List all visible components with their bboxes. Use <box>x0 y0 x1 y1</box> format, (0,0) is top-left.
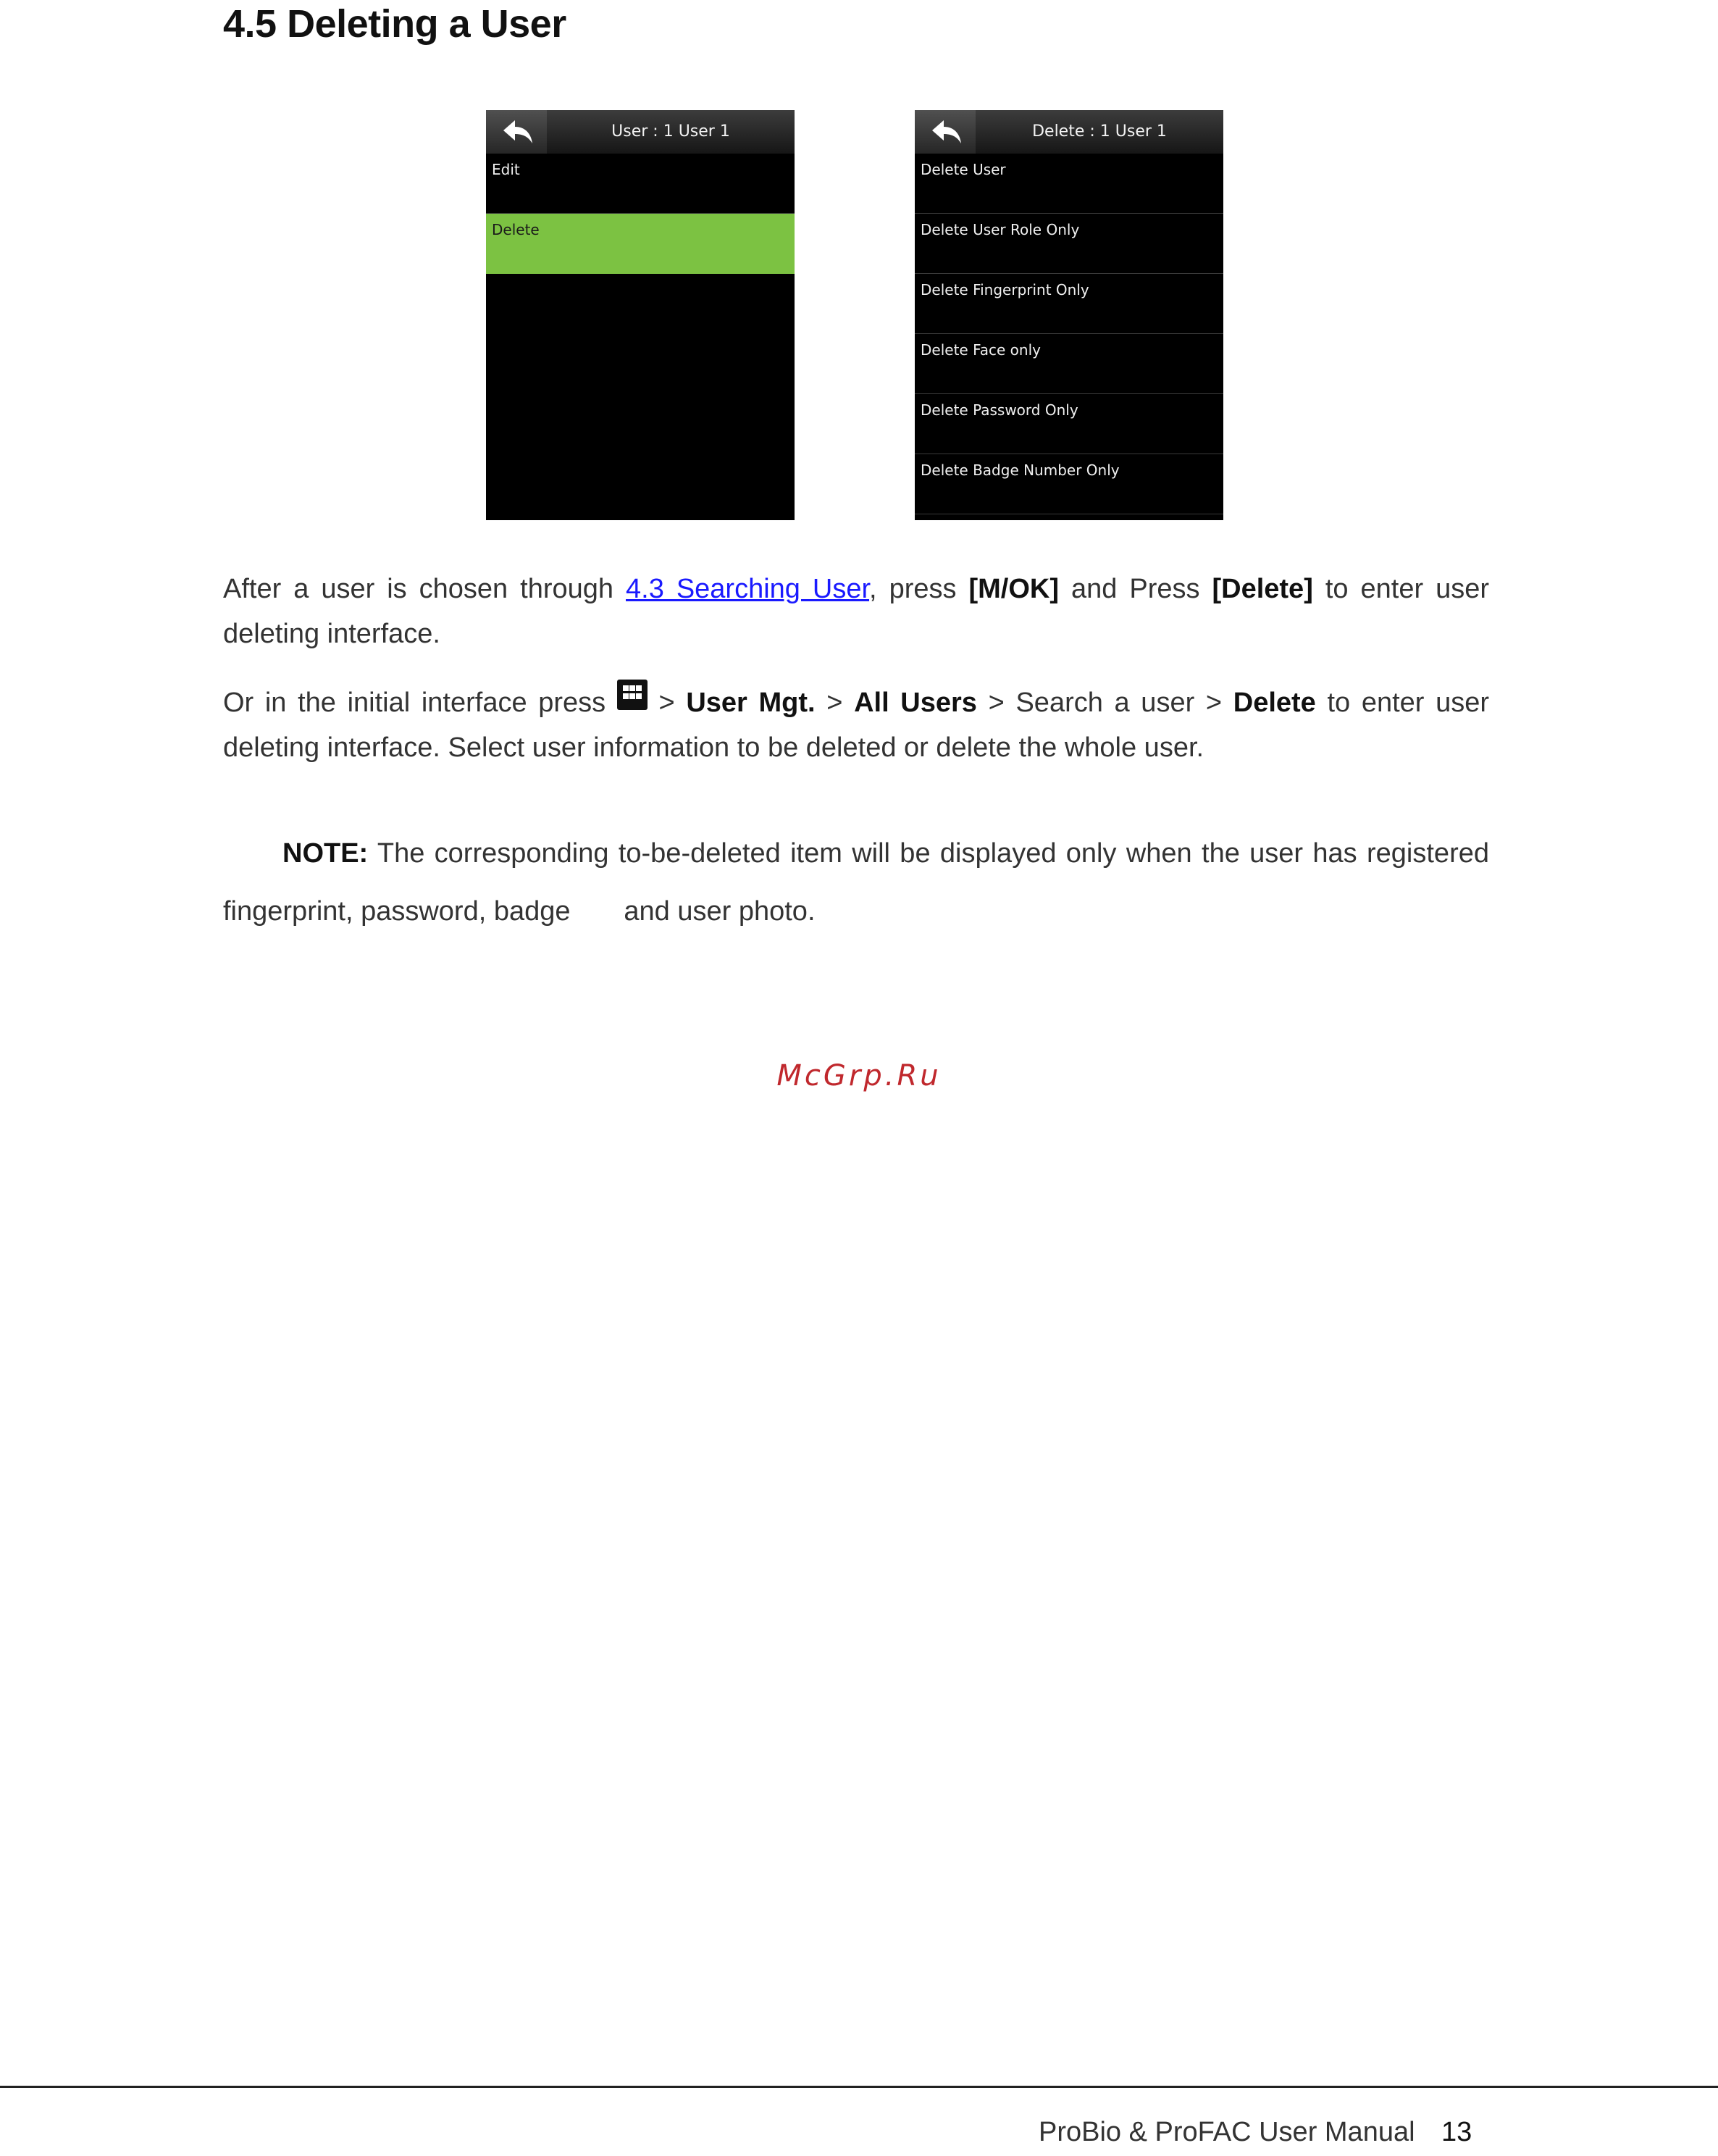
screen-title: Delete : 1 User 1 <box>1032 122 1167 141</box>
note-label: NOTE: <box>282 838 369 869</box>
footer-divider <box>0 2086 1718 2088</box>
text: to enter user deleting interface. Select user information to be deleted or delete the whole user. <box>223 688 1490 763</box>
paragraph-path <box>223 680 1489 770</box>
back-button[interactable] <box>486 110 547 154</box>
menu-all-users: All Users <box>854 688 977 718</box>
menu-item-edit[interactable]: Edit <box>486 154 795 214</box>
menu-item-delete-user[interactable]: Delete User <box>915 154 1223 214</box>
back-arrow-icon <box>931 117 963 146</box>
menu-delete: Delete <box>1233 688 1316 718</box>
menu-user-mgt: User Mgt. <box>686 688 816 718</box>
text: After a user is chosen through <box>223 574 627 604</box>
back-arrow-icon <box>502 117 534 146</box>
text: , press <box>869 574 969 604</box>
menu-item-delete-badge-number[interactable]: Delete Badge Number Only <box>915 454 1223 514</box>
key-mok: [M/OK] <box>968 574 1060 604</box>
text: > <box>815 688 855 718</box>
menu-item-delete-password[interactable]: Delete Password Only <box>915 394 1223 454</box>
text: > <box>647 688 687 718</box>
device-screen-delete-menu <box>915 110 1223 520</box>
text: to enter user deleting interface. <box>223 574 1490 649</box>
note-text: The corresponding to-be-deleted item will be displayed only when the user has registered fingerprint, password, badge and user photo. <box>223 838 1489 927</box>
device-screen-user-menu <box>486 110 795 520</box>
menu-item-delete-user-role[interactable]: Delete User Role Only <box>915 214 1223 274</box>
text: Or in the initial interface press <box>223 688 617 718</box>
screen-header <box>915 110 1223 154</box>
screen-header <box>486 110 795 154</box>
text: and Press <box>1059 574 1212 604</box>
manual-title: ProBio & ProFAC User Manual <box>1039 2117 1415 2147</box>
text: > Search a user > <box>976 688 1233 718</box>
link-searching-user[interactable]: 4.3 Searching User <box>626 574 870 604</box>
key-delete: [Delete] <box>1212 574 1313 604</box>
screen-title: User : 1 User 1 <box>611 122 730 141</box>
page-number: 13 <box>1441 2117 1472 2147</box>
menu-item-delete-fingerprint[interactable]: Delete Fingerprint Only <box>915 274 1223 334</box>
menu-grid-icon <box>617 680 648 710</box>
watermark: McGrp.Ru <box>776 1059 942 1092</box>
menu-item-delete-face[interactable]: Delete Face only <box>915 334 1223 394</box>
back-button[interactable] <box>915 110 976 154</box>
page-title: 4.5 Deleting a User <box>223 2 566 46</box>
menu-item-delete[interactable]: Delete <box>486 214 795 274</box>
paragraph-intro <box>223 567 1489 656</box>
note-paragraph <box>223 824 1489 940</box>
